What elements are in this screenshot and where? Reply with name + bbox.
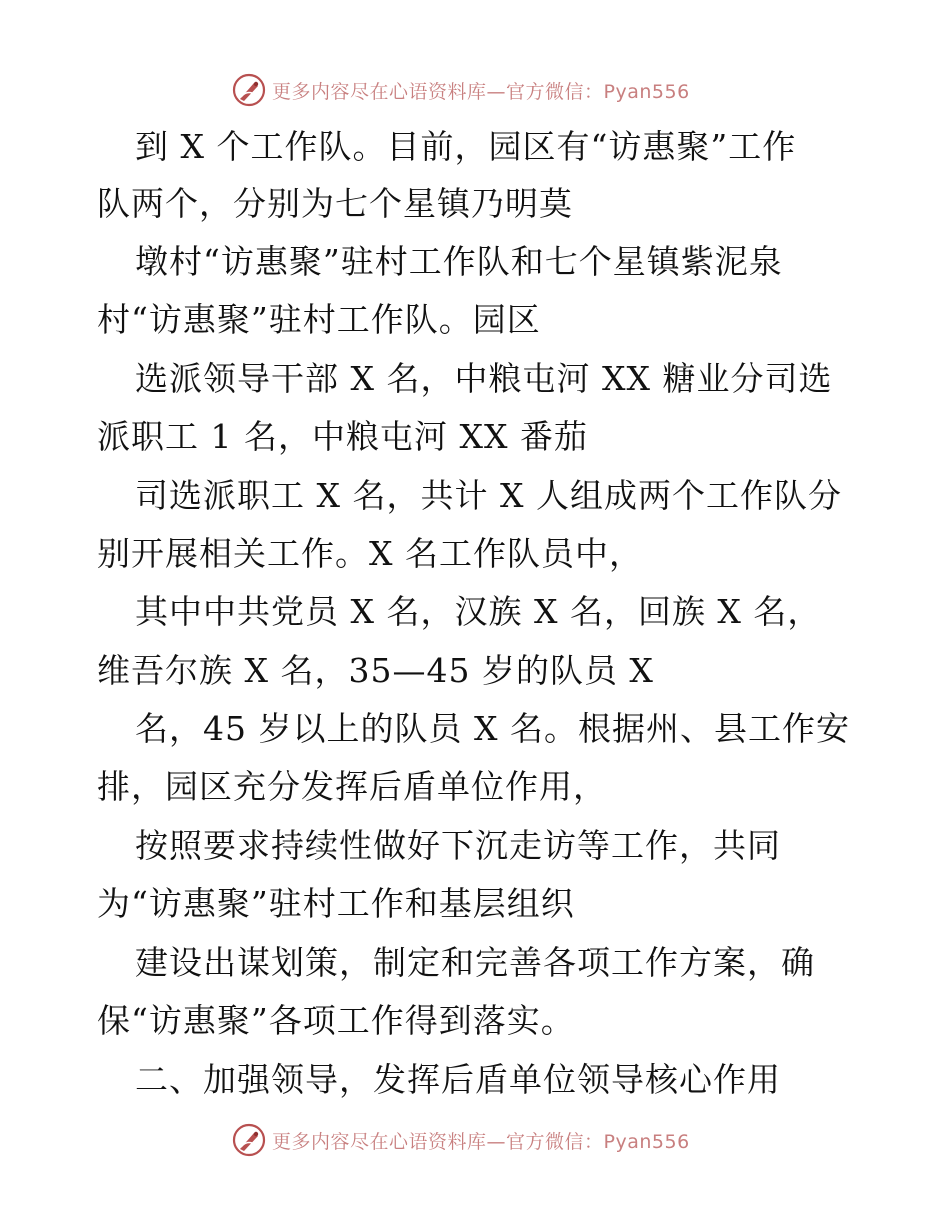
logo-icon (232, 1123, 266, 1157)
paragraph-line: 名，45 岁以上的队员 X 名。根据州、县工作安 (135, 709, 850, 748)
paragraph-line: 别开展相关工作。X 名工作队员中， (97, 534, 643, 573)
paragraph-line: 保“访惠聚”各项工作得到落实。 (97, 1001, 575, 1040)
paragraph-line: 队两个，分别为七个星镇乃明莫 (97, 184, 573, 223)
paragraph-line: 派职工 1 名，中粮屯河 XX 番茄 (97, 417, 588, 456)
paragraph-line: 为“访惠聚”驻村工作和基层组织 (97, 884, 575, 923)
paragraph-line: 选派领导干部 X 名，中粮屯河 XX 糖业分司选 (135, 359, 833, 398)
paragraph-line: 维吾尔族 X 名，35—45 岁的队员 X (97, 651, 654, 690)
section-heading: 二、加强领导，发挥后盾单位领导核心作用 (135, 1060, 781, 1099)
paragraph-line: 按照要求持续性做好下沉走访等工作，共同 (135, 826, 781, 865)
watermark-text: 更多内容尽在心语资料库—官方微信：Pyan556 (272, 1130, 690, 1153)
paragraph-line: 到 X 个工作队。目前，园区有“访惠聚”工作 (135, 127, 797, 166)
paragraph-line: 墩村“访惠聚”驻村工作队和七个星镇紫泥泉 (135, 242, 783, 281)
watermark-text: 更多内容尽在心语资料库—官方微信：Pyan556 (272, 80, 690, 103)
watermark-banner-bottom (232, 1122, 712, 1158)
paragraph-line: 建设出谋划策，制定和完善各项工作方案，确 (135, 943, 815, 982)
paragraph-line: 司选派职工 X 名，共计 X 人组成两个工作队分 (135, 476, 842, 515)
paragraph-line: 村“访惠聚”驻村工作队。园区 (97, 300, 541, 339)
paragraph-line: 其中中共党员 X 名，汉族 X 名，回族 X 名， (135, 592, 822, 631)
paragraph-line: 排，园区充分发挥后盾单位作用， (97, 767, 607, 806)
